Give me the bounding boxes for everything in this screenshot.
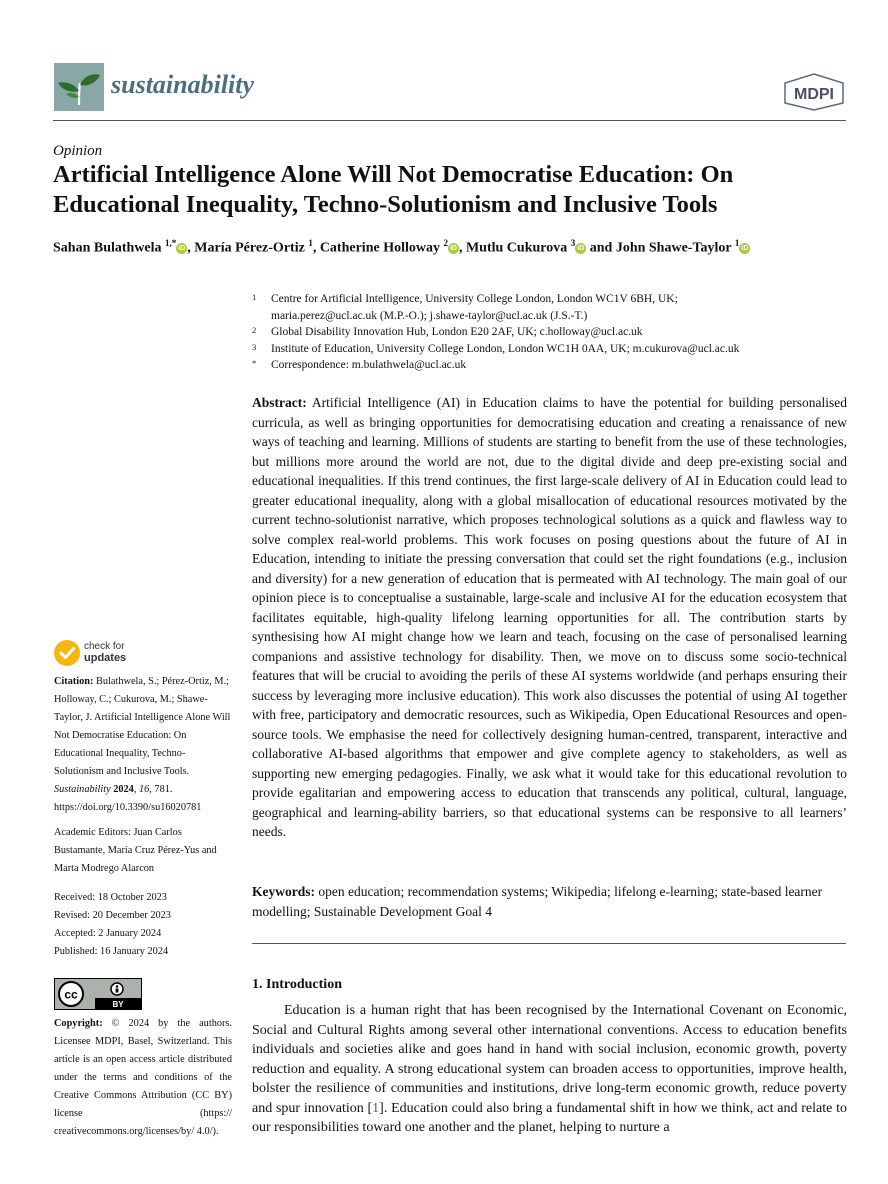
header-divider: [53, 120, 846, 121]
svg-text:BY: BY: [112, 1000, 124, 1009]
abstract-label: Abstract:: [252, 395, 307, 410]
updates-label: updates: [84, 652, 127, 664]
affiliation-text: Correspondence: m.bulathwela@ucl.ac.uk: [271, 359, 467, 371]
date-entry: Published: 16 January 2024: [54, 946, 169, 957]
doi-link[interactable]: https://doi.org/10.3390/su16020781: [54, 802, 202, 813]
copyright-notice: Copyright: © 2024 by the authors. Licensee MDPI, Basel, Switzerland. This article is an open access article distributed under the terms and conditions of the Creative Commons Attribution (CC BY) license (https:// creativecommons.org/licenses/by/ 4.0/).: [54, 1018, 232, 1137]
introduction-paragraph: Education is a human right that has been recognised by the International Covenant on Economic, Social and Cultural Rights among several other international conventions. Access to education benefits individuals and societies alike and goes hand in hand with social inclusion, economic growth, poverty reduction and equality. A strong educational system can broaden access to opportunities, improve health, bolster the resilience of communities and institutions, drive long-term economic growth, reduce poverty and spur innovation [1]. Education could also bring a fundamental shift in how we think, act and relate to our responsibilities toward one another and the planet, helping to nurture a: [252, 1003, 847, 1135]
mdpi-hexagon-icon: [783, 73, 845, 111]
author-affiliation-mark: 3: [570, 238, 576, 248]
author-name: María Pérez-Ortiz: [194, 240, 305, 256]
journal-logo: [54, 63, 104, 111]
affiliation-item: [252, 308, 852, 325]
date-entry: Accepted: 2 January 2024: [54, 928, 162, 939]
author-affiliation-mark: 1,*: [165, 238, 177, 248]
author-name: Catherine Holloway: [319, 240, 440, 256]
copyright-label: Copyright:: [54, 1018, 103, 1029]
keywords-label: Keywords:: [252, 884, 315, 899]
keywords-text: open education; recommendation systems; Wikipedia; lifelong e-learning; state-based learner modelling; Sustainable Development Goal 4: [252, 884, 823, 919]
author-name: John Shawe-Taylor: [615, 240, 732, 256]
affiliation-text: Centre for Artificial Intelligence, University College London, London WC1V 6BH, UK;: [271, 293, 678, 305]
date-entry: Revised: 20 December 2023: [54, 910, 171, 921]
affiliation-item: [252, 341, 852, 358]
cc-by-license-badge[interactable]: [54, 978, 142, 1010]
article-title: Artificial Intelligence Alone Will Not Democratise Education: On Educational Inequality, Techno-Solutionism and Inclusive Tools: [53, 161, 734, 218]
publisher-logo: [783, 73, 845, 111]
affiliation-mark: 1: [252, 292, 257, 302]
affiliation-item: [252, 357, 852, 374]
creative-commons-icon: [55, 979, 141, 1009]
author-name: Sahan Bulathwela: [53, 240, 162, 256]
affiliation-text: maria.perez@ucl.ac.uk (M.P.-O.); j.shawe-taylor@ucl.ac.uk (J.S.-T.): [271, 309, 588, 322]
author-name: Mutlu Cukurova: [465, 240, 568, 256]
keywords: [252, 882, 847, 921]
orcid-icon[interactable]: iD: [741, 244, 749, 252]
affiliation-item: [252, 324, 852, 341]
author-affiliation-mark: 2: [443, 238, 448, 248]
orcid-icon[interactable]: iD: [577, 244, 585, 252]
author-separator: ,: [312, 240, 320, 256]
publisher-name: MDPI: [794, 86, 834, 103]
publication-dates: [54, 889, 232, 961]
svg-text:cc: cc: [64, 987, 78, 1002]
citation: Citation: Bulathwela, S.; Pérez-Ortiz, M.; Holloway, C.; Cukurova, M.; Shawe-Taylor, J. Artificial Intelligence Alone Will Not Democratise Education: On Educational Inequality, Techno-Solutionism and Inclusive Tools. Sustainability 2024, 16, 781. https://doi.org/10.3390/su16020781: [54, 676, 231, 813]
author-separator: ,: [187, 240, 195, 256]
orcid-icon[interactable]: iD: [449, 244, 457, 252]
citation-label: Citation:: [54, 676, 94, 687]
check-for-updates-badge[interactable]: [54, 640, 194, 670]
author-affiliation-mark: 1: [308, 238, 313, 248]
affiliation-mark: *: [252, 358, 257, 368]
abstract: [252, 393, 847, 842]
check-for-label: check for: [84, 641, 125, 652]
affiliation-item: [252, 291, 852, 308]
journal-name: sustainability: [111, 70, 255, 99]
orcid-icon[interactable]: iD: [178, 244, 186, 252]
author-separator: and: [586, 240, 616, 256]
author-list: [53, 238, 853, 257]
author-separator: ,: [458, 240, 466, 256]
affiliation-mark: 2: [252, 325, 257, 335]
article-type: Opinion: [53, 143, 103, 159]
check-circle-icon: [54, 640, 80, 666]
affiliation-text: Institute of Education, University College London, London WC1H 0AA, UK; m.cukurova@ucl.ac.uk: [271, 342, 740, 355]
abstract-text: Artificial Intelligence (AI) in Education claims to have the potential for building personalised curricula, as well as bringing opportunities for democratising education and creating a renaissance of new ways of teaching and learning. Millions of students are starting to benefit from the use of these technologies, but millions more around the world are not, due to the digital divide and deep pre-existing social and educational inequalities. If this trend continues, the first large-scale delivery of AI in Education could lead to greater educational inequality, along with a global misallocation of educational resources motivated by the current techno-solutionist narrative, which proposes technological solutions as a quick and flawless way to solve complex real-world problems. This work focuses on posing questions about the future of AI in Education, intending to initiate the pressing conversation that could set the right foundations (e.g., inclusion and diversity) for a new generation of education that is permeated with AI technology. The main goal of our opinion piece is to conceptualise a sustainable, large-scale and inclusive AI for the education ecosystem that facilitates equitable, high-quality lifelong learning opportunities for all. The contribution starts by synthesising how AI might change how we learn and teach, focusing on the case of personalised learning companions and assistive technology for disability. Then, we move on to discuss some socio-technical features that will be crucial to avoiding the perils of these AI systems worldwide (and perhaps ensuring their success by leveraging more inclusive education). This work also discusses the potential of using AI together with free, participatory and democratic resources, such as Wikipedia, Open Educational Resources and open-source tools. We emphasise the need for collectively designing human-centred, transparent, interactive and collaborative AI-based algorithms that empower and give complete agency to stakeholders, as well as supporting new emerging pedagogies. Finally, we ask what it would take for this educational revolution to provide egalitarian and empowering access to education that transcends any political, cultural, language, geographical and learning-ability barriers, so that educational systems can be responsive to all learners’ needs.: [252, 395, 847, 839]
date-entry: Received: 18 October 2023: [54, 892, 167, 903]
section-divider: [252, 943, 846, 944]
affiliation-text: Global Disability Innovation Hub, London E20 2AF, UK; c.holloway@ucl.ac.uk: [271, 326, 643, 338]
section-heading-introduction: 1. Introduction: [252, 977, 342, 992]
affiliations: [252, 291, 852, 374]
sprout-icon: [54, 63, 104, 111]
author-affiliation-mark: 1: [734, 238, 740, 248]
academic-editors: Academic Editors: Juan Carlos Bustamante, María Cruz Pérez-Yus and Marta Modrego Alarcon: [54, 827, 217, 874]
affiliation-mark: 3: [252, 341, 257, 352]
reference-link[interactable]: 1: [372, 1100, 380, 1116]
